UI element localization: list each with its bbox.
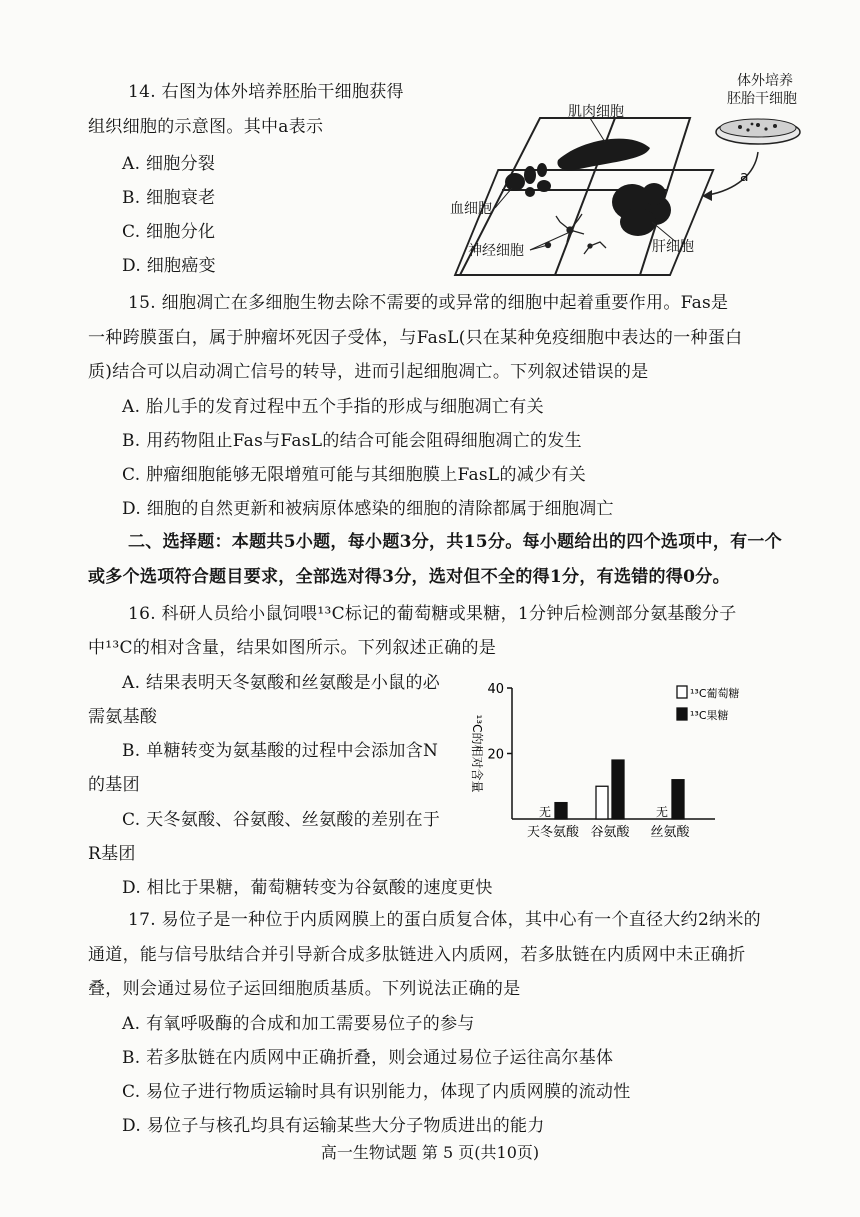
bar-谷氨酸-¹³C果糖 <box>612 760 624 819</box>
section2-heading-line1: 二、选择题：本题共5小题，每小题3分，共15分。每小题给出的四个选项中，有一个 <box>128 532 783 552</box>
category-label-天冬氨酸: 天冬氨酸 <box>526 825 580 840</box>
blood-cell-shapes <box>505 163 551 197</box>
stem-cell-figure <box>440 70 820 285</box>
legend-label-1: ¹³C果糖 <box>690 709 729 722</box>
liver-cell-shapes <box>612 183 671 236</box>
section2-heading-line2: 或多个选项符合题目要求，全部选对得3分，选对但不全的得1分，有选错的得0分。 <box>88 567 730 587</box>
q16-option-a-line2: 需氨基酸 <box>88 707 158 727</box>
bar-天冬氨酸-¹³C果糖 <box>555 803 567 819</box>
chart-bars <box>539 760 684 819</box>
q17-option-b: B. 若多肽链在内质网中正确折叠，则会通过易位子运往高尔基体 <box>122 1048 614 1068</box>
q17-stem-line2: 通道，能与信号肽结合并引导新合成多肽链进入内质网，若多肽链在内质网中未正确折 <box>88 945 746 965</box>
q17-option-d: D. 易位子与核孔均具有运输某些大分子物质进出的能力 <box>122 1116 545 1136</box>
q16-option-c-line2: R基团 <box>88 844 136 864</box>
y-axis-label: ¹³C的相对含量 <box>470 714 484 793</box>
bar-丝氨酸-¹³C果糖 <box>672 780 684 819</box>
label-muscle-cell: 肌肉细胞 <box>568 104 624 120</box>
q14-option-c: C. 细胞分化 <box>122 222 216 242</box>
legend-swatch-1 <box>677 708 687 720</box>
q16-stem-line1: 16. 科研人员给小鼠饲喂¹³C标记的葡萄糖或果糖，1分钟后检测部分氨基酸分子 <box>128 604 737 624</box>
y-tick-label-20: 20 <box>487 747 504 763</box>
category-label-丝氨酸: 丝氨酸 <box>650 825 690 840</box>
chart-ticks <box>470 682 512 793</box>
q14-option-b: B. 细胞衰老 <box>122 188 216 208</box>
arrow-a <box>708 152 758 195</box>
q14-stem-line1: 14. 右图为体外培养胚胎干细胞获得 <box>128 82 404 102</box>
q15-option-a: A. 胎儿手的发育过程中五个手指的形成与细胞凋亡有关 <box>122 397 544 417</box>
q16-option-b-line2: 的基团 <box>88 775 140 795</box>
q15-option-c: C. 肿瘤细胞能够无限增殖可能与其细胞膜上FasL的减少有关 <box>122 465 586 485</box>
q15-stem-line1: 15. 细胞凋亡在多细胞生物去除不需要的或异常的细胞中起着重要作用。Fas是 <box>128 293 729 313</box>
q17-option-a: A. 有氧呼吸酶的合成和加工需要易位子的参与 <box>122 1014 475 1034</box>
q15-option-b: B. 用药物阻止Fas与FasL的结合可能会阻碍细胞凋亡的发生 <box>122 431 582 451</box>
amino-acid-chart-svg <box>455 676 740 846</box>
q16-stem-line2: 中¹³C的相对含量，结果如图所示。下列叙述正确的是 <box>88 638 497 658</box>
none-label-天冬氨酸: 无 <box>538 805 552 819</box>
chart-categories <box>527 825 691 840</box>
amino-acid-chart <box>455 676 740 846</box>
muscle-cell-shape <box>557 139 650 171</box>
dish-label-1: 体外培养 <box>737 73 793 89</box>
legend-swatch-0 <box>677 686 687 698</box>
label-blood-cell: 血细胞 <box>450 201 492 217</box>
q15-stem-line3: 质)结合可以启动凋亡信号的转导，进而引起细胞凋亡。下列叙述错误的是 <box>88 362 649 382</box>
dish-label-2: 胚胎干细胞 <box>727 91 797 107</box>
q17-stem-line3: 叠，则会通过易位子运回细胞质基质。下列说法正确的是 <box>88 979 521 999</box>
none-label-丝氨酸: 无 <box>655 805 669 819</box>
q16-option-c-line1: C. 天冬氨酸、谷氨酸、丝氨酸的差别在于 <box>122 810 441 830</box>
bar-谷氨酸-¹³C葡萄糖 <box>596 786 608 819</box>
petri-dish <box>716 119 800 144</box>
label-liver-cell: 肝细胞 <box>652 239 694 255</box>
q17-option-c: C. 易位子进行物质运输时具有识别能力，体现了内质网膜的流动性 <box>122 1082 631 1102</box>
q16-option-a-line1: A. 结果表明天冬氨酸和丝氨酸是小鼠的必 <box>122 673 441 693</box>
chart-legend <box>677 686 740 722</box>
label-nerve-cell: 神经细胞 <box>468 243 524 259</box>
arrow-label-a: a <box>740 169 749 185</box>
q14-option-a: A. 细胞分裂 <box>122 154 216 174</box>
y-tick-label-40: 40 <box>487 682 504 697</box>
category-label-谷氨酸: 谷氨酸 <box>590 825 630 840</box>
legend-label-0: ¹³C葡萄糖 <box>690 687 740 700</box>
q15-stem-line2: 一种跨膜蛋白，属于肿瘤坏死因子受体，与FasL(只在某种免疫细胞中表达的一种蛋白 <box>88 328 743 348</box>
page-footer: 高一生物试题 第 5 页(共10页) <box>320 1143 540 1162</box>
q16-option-b-line1: B. 单糖转变为氨基酸的过程中会添加含N <box>122 741 439 761</box>
q14-option-d: D. 细胞癌变 <box>122 256 216 276</box>
q14-stem-line2: 组织细胞的示意图。其中a表示 <box>88 117 324 137</box>
q17-stem-line1: 17. 易位子是一种位于内质网膜上的蛋白质复合体，其中心有一个直径大约2纳米的 <box>128 910 761 930</box>
q16-option-d: D. 相比于果糖，葡萄糖转变为谷氨酸的速度更快 <box>122 878 493 898</box>
q15-option-d: D. 细胞的自然更新和被病原体感染的细胞的清除都属于细胞凋亡 <box>122 499 614 519</box>
